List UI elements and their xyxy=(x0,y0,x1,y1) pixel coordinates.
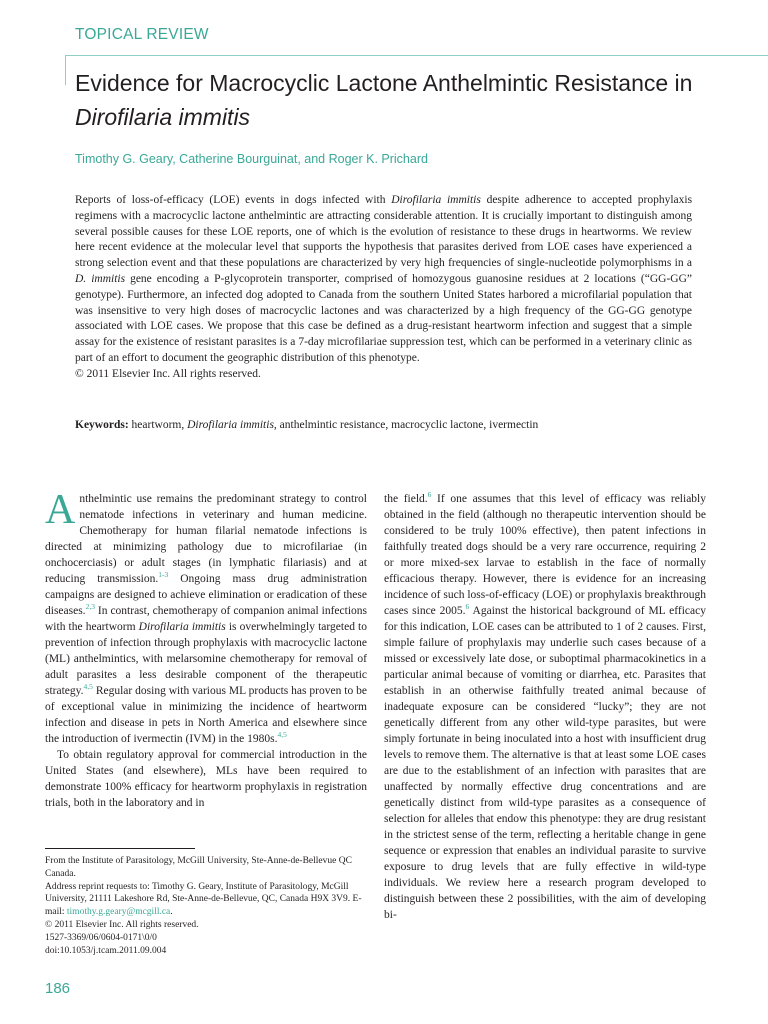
abstract xyxy=(75,193,692,383)
intro-text-3: In contrast, chemotherapy of companion animal infections with the heartworm xyxy=(45,605,367,633)
abstract-copyright: © 2011 Elsevier Inc. All rights reserved. xyxy=(75,367,261,380)
footnotes xyxy=(45,855,367,957)
citation[interactable]: 4,5 xyxy=(277,730,287,740)
right-text-3: Against the historical background of ML efficacy for this indication, LOE cases can be attributed to 1 of 2 causes. First, simple failure of prophylaxis may underlie such cases because of a missed or excessively late dose, or suboptimal pharmacokinetics in a particular animal because of vomiting or diarrhea, etc. Parasites that establish in an otherwise faithfully treated animal because of inadequate exposure can be considered “lucky”; they are not genetically different from any other wild-type parasites, but were simply fortunate in being inoculated into a host with insufficient drug levels to remove them. The alternative is that at least some LOE cases are due to the establishment of an infection with parasites that are unaffected by normally effective drug concentrations and are genetically distinct from wild-type parasites as a consequence of selection for alleles that endow this phenotype: they are drug resistant in the strictest sense of the term, reflecting a heritable change in gene sequence or expression that enables an individual parasite to survive exposure to drug levels that are fully effective in wild-type individuals. We review here a research program developed to distinguish between these 2 possibilities, with the aim of developing bi- xyxy=(384,605,706,921)
footnote-affiliation: From the Institute of Parasitology, McGill University, Ste-Anne-de-Bellevue QC Canada. xyxy=(45,856,352,879)
footnote-issn: 1527-3369/06/0604-0171\0/0 xyxy=(45,932,157,943)
section-label: TOPICAL REVIEW xyxy=(75,26,209,43)
right-text-1: the field. xyxy=(384,493,428,505)
citation[interactable]: 2,3 xyxy=(85,602,95,612)
keyword-1: heartworm, xyxy=(131,419,185,431)
right-paragraph xyxy=(384,491,706,923)
paragraph-2: To obtain regulatory approval for commercial introduction in the United States (and elsewhere), MLs have been required to demonstrate 100% efficacy for heartworm prophylaxis in registration trials, both in the laboratory and in xyxy=(45,749,367,809)
footnote-address xyxy=(45,881,367,919)
citation[interactable]: 1-3 xyxy=(158,570,169,580)
intro-paragraph xyxy=(45,487,368,747)
drop-cap: A xyxy=(45,487,76,533)
footnote-rule xyxy=(45,848,195,849)
email-link[interactable]: timothy.g.geary@mcgill.ca xyxy=(66,907,171,918)
citation[interactable]: 4,5 xyxy=(83,682,93,692)
right-text-2: If one assumes that this level of efficacy was reliably obtained in the field (although no therapeutic intervention should be considered to be truly 100% effective), then patent infections in faithfully treated dogs should be a very rare occurrence, requiring 2 or more mixed-sex larvae to establish in the face of normally efficacious therapy. However, there is evidence for an increasing incidence of such loss-of-efficacy (LOE) or prophylaxis breakthrough cases since 2005. xyxy=(384,493,706,617)
page-number: 186 xyxy=(45,980,71,997)
keyword-3: , anthelmintic resistance, macrocyclic lactone, ivermectin xyxy=(273,419,539,431)
citation[interactable]: 6 xyxy=(427,490,432,500)
intro-text-2: Ongoing mass drug administration campaigns are designed to achieve elimination or eradication of these diseases. xyxy=(45,573,368,617)
keyword-2: Dirofilaria immitis xyxy=(187,419,274,431)
title-rule-vertical xyxy=(65,55,66,85)
intro-italic: Dirofilaria immitis xyxy=(138,621,226,633)
title-rule xyxy=(65,55,768,56)
footnote-doi: doi:10.1053/j.tcam.2011.09.004 xyxy=(45,945,167,956)
abstract-body xyxy=(75,193,692,367)
intro-text-1: nthelmintic use remains the predominant strategy to control nematode infections in veterinary and human medicine. Chemotherapy for human filarial nematode infections is directed at minimizing pathology due to microfilariae (in onchocerciasis) or adult stages (in lymphatic filariasis) and at reducing transmission. xyxy=(45,493,367,585)
right-column xyxy=(384,491,706,923)
footnote-address-end: . xyxy=(170,907,173,918)
title-italic: Dirofilaria immitis xyxy=(75,104,251,130)
abstract-text-1: Reports of loss-of-efficacy (LOE) events in dogs infected with xyxy=(75,194,386,206)
footnote-address-text: Address reprint requests to: Timothy G. Geary, Institute of Parasitology, McGill University, 21111 Lakeshore Rd, Ste-Anne-de-Bellevue, QC, Canada H9X 3V9. E-mail: xyxy=(45,881,362,918)
abstract-italic-1: Dirofilaria immitis xyxy=(391,194,481,206)
authors: Timothy G. Geary, Catherine Bourguinat, and Roger K. Prichard xyxy=(75,152,428,166)
footnote-copyright: © 2011 Elsevier Inc. All rights reserved. xyxy=(45,919,199,930)
intro-text-4: is overwhelmingly targeted to prevention of infection through prophylaxis with macrocyclic lactone (ML) anthelmintics, with melarsomine chemotherapy for removal of adult parasites a less desirable component of the therapeutic strategy. xyxy=(45,621,368,697)
abstract-italic-2: D. immitis xyxy=(75,272,126,285)
keywords-label: Keywords: xyxy=(75,419,129,431)
left-column xyxy=(45,487,368,811)
intro-text-5: Regular dosing with various ML products has proven to be of exceptional value in minimizing the incidence of heartworm infection and disease in pets in North America and elsewhere since the introduction of ivermectin (IVM) in the 1980s. xyxy=(45,685,367,745)
title-main: Evidence for Macrocyclic Lactone Anthelmintic Resistance in xyxy=(75,70,693,96)
keywords xyxy=(75,418,692,434)
abstract-text-2: despite adherence to accepted prophylaxis regimens with a macrocyclic lactone anthelmintic are attracting considerable attention. It is crucially important to distinguish among several possible causes for these LOE reports, one of which is the evolution of resistance to these drugs in heartworms. We review here recent evidence at the molecular level that supports the hypothesis that parasites derived from LOE cases have experienced a strong selection event and that these populations are characterized by very high frequencies of single-nucleotide polymorphisms in a xyxy=(75,194,693,270)
article-title xyxy=(75,66,755,134)
abstract-text-3: gene encoding a P-glycoprotein transporter, comprised of homozygous guanosine residues at 2 locations (“GG-GG” genotype). Furthermore, an infected dog adopted to Canada from the southern United States harbored a microfilarial population that was insensitive to very high doses of macrocyclic lactones and was characterized by a high frequency of the GG-GG genotype associated with LOE cases. We propose that this case be defined as a drug-resistant heartworm infection and suggest that a simple assay for the existence of resistant parasites is a 7-day microfilariae suppression test, which can be performed in a veterinary clinic as part of an effort to document the geographic distribution of this phenotype. xyxy=(75,272,692,364)
citation[interactable]: 6 xyxy=(465,602,470,612)
